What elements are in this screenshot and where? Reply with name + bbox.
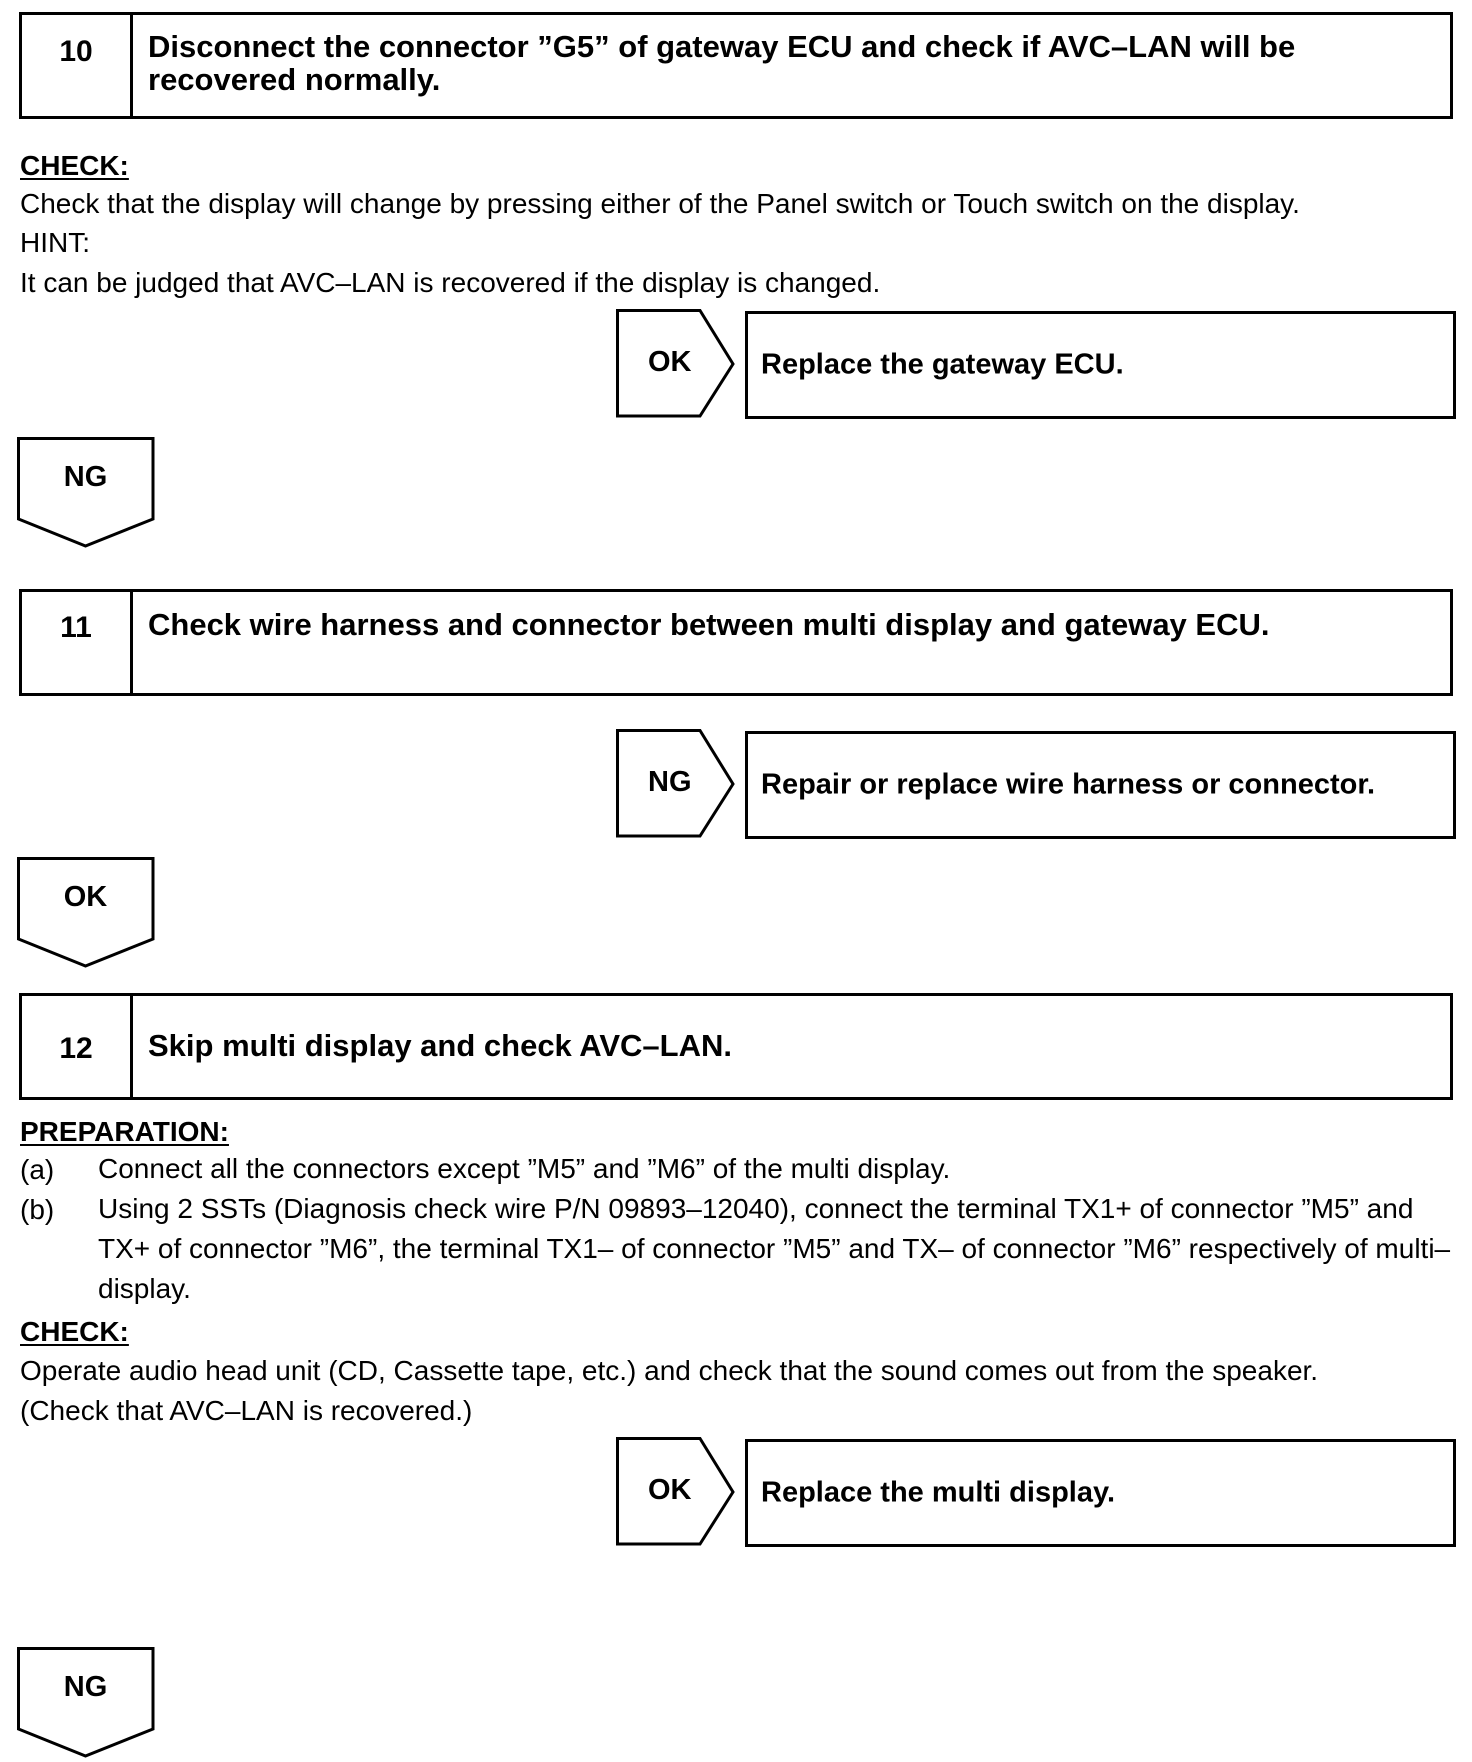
step-12-number: 12: [22, 996, 133, 1097]
step-12-preparation-heading: PREPARATION:: [20, 1116, 229, 1147]
step-11-ok-arrow: [17, 857, 157, 971]
step-12-prep-item-a-text: Connect all the connectors except ”M5” and ”M6” of the multi display.: [98, 1153, 951, 1184]
step-10-ok-result: Replace the gateway ECU.: [761, 348, 1124, 381]
step-11-ok-label: OK: [63, 881, 108, 913]
step-11-ng-result: Repair or replace wire harness or connector.: [761, 768, 1376, 801]
step-11-title: Check wire harness and connector between multi display and gateway ECU.: [148, 607, 1270, 642]
step-12-ng-arrow: [17, 1647, 157, 1761]
step-12-ok-label: OK: [648, 1474, 692, 1506]
step-11-ng-label: NG: [648, 766, 692, 798]
step-10-ng-label: NG: [63, 461, 108, 493]
step-12-ok-arrow: [616, 1437, 746, 1549]
step-10-ok-arrow: [616, 309, 746, 421]
step-12-check-heading: CHECK:: [20, 1316, 129, 1347]
step-10-hint-label: HINT:: [20, 227, 90, 258]
step-12-check-text-1: Operate audio head unit (CD, Cassette tape, etc.) and check that the sound comes out from the speaker.: [20, 1355, 1319, 1386]
step-12-ok-result-box: [745, 1439, 1456, 1547]
step-10-ng-arrow: [17, 437, 157, 551]
step-12-ok-result: Replace the multi display.: [761, 1476, 1116, 1509]
step-11-ng-result-box: [745, 731, 1456, 839]
step-10-title: Disconnect the connector ”G5” of gateway ECU and check if AVC–LAN will be recovered normally.: [148, 29, 1296, 97]
step-12-ng-label: NG: [63, 1671, 108, 1703]
step-10-hint-text: It can be judged that AVC–LAN is recovered if the display is changed.: [20, 267, 881, 298]
step-12-check-text-2: (Check that AVC–LAN is recovered.): [20, 1395, 473, 1426]
step-12-prep-item-b-text: Using 2 SSTs (Diagnosis check wire P/N 09893–12040), connect the terminal TX1+ of connector ”M5” and TX+ of connector ”M6”, the terminal TX1– of connector ”M5” and TX– of connector ”M6” respectively of multi–display.: [98, 1193, 1451, 1304]
step-11-number: 11: [22, 592, 133, 693]
step-10-box: [19, 12, 1453, 119]
step-10-ok-result-box: [745, 311, 1456, 419]
step-10-check-heading: CHECK:: [20, 150, 129, 181]
step-10-number: 10: [22, 15, 133, 116]
step-12-prep-item-b-marker: (b): [20, 1194, 55, 1225]
step-12-prep-item-a-marker: (a): [20, 1154, 55, 1185]
step-11-box: [19, 589, 1453, 696]
step-11-ng-arrow: [616, 729, 746, 841]
step-12-title: Skip multi display and check AVC–LAN.: [148, 1028, 732, 1063]
step-10-check-text: Check that the display will change by pressing either of the Panel switch or Touch switch on the display.: [20, 188, 1300, 219]
step-12-box: [19, 993, 1453, 1100]
step-10-ok-label: OK: [648, 346, 692, 378]
